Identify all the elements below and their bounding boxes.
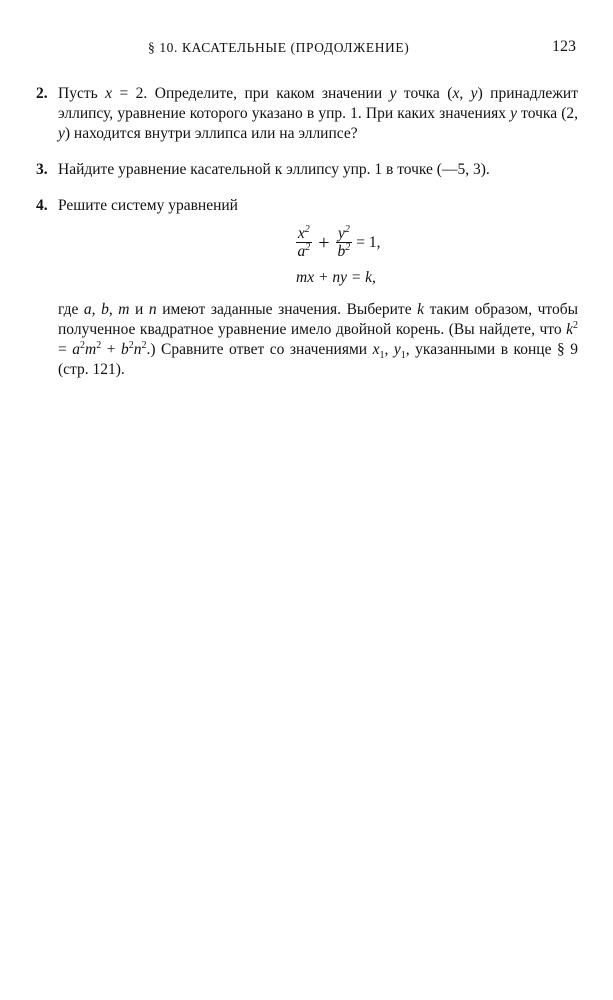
exercise-number: 4.: [36, 197, 48, 214]
fraction-x: $\frac{x^2}{a^2}$: [297, 223, 311, 260]
exercise-number: 2.: [36, 85, 48, 102]
running-title: § 10. КАСАТЕЛЬНЫЕ (ПРОДОЛЖЕНИЕ): [148, 40, 410, 55]
exercise-3: [36, 160, 578, 180]
page-content: [36, 84, 578, 380]
exercise-number: 3.: [36, 161, 48, 178]
ellipse-equation: [295, 225, 380, 260]
equation-rhs: = 1,: [356, 233, 381, 251]
line-equation: mx + ny = k,: [296, 269, 376, 286]
plus-sign: +: [318, 231, 330, 254]
page-number: 123: [552, 38, 576, 55]
exercise-4: [36, 196, 578, 380]
exercise-text: Найдите уравнение касательной к эллипсу упр. 1 в точке (—5, 3).: [58, 161, 490, 178]
exercise-text: Пусть x = 2. Определите, при каком значении y точка (x, y) принадлежит эллипсу, уравнение которого указано в упр. 1. При каких значениях y точка (2, y) находится внутри эллипса или на эллипсе?: [58, 85, 579, 142]
exercise-text: Решите систему уравнений: [58, 197, 238, 214]
equation-system: [58, 224, 578, 288]
exercise-2: [36, 84, 578, 144]
fraction-denominator: a: [297, 243, 306, 260]
page-header: [60, 38, 576, 60]
fraction-denominator: b: [337, 243, 346, 260]
fraction-y: $\frac{y^2}{b^2}$: [337, 223, 351, 260]
exercise-continuation: где a, b, m и n имеют заданные значения. Выберите k таким образом, чтобы полученное квадратное уравнение имело двойной корень. (Вы найдете, что $k^2 = a^2m^2 + b^2n^2$.) Сравните ответ со значениями $x_1$, $y_1$, указанными в конце § 9 (стр. 121).: [58, 301, 579, 378]
fraction-numerator: x: [297, 225, 305, 242]
fraction-numerator: y: [337, 225, 345, 242]
